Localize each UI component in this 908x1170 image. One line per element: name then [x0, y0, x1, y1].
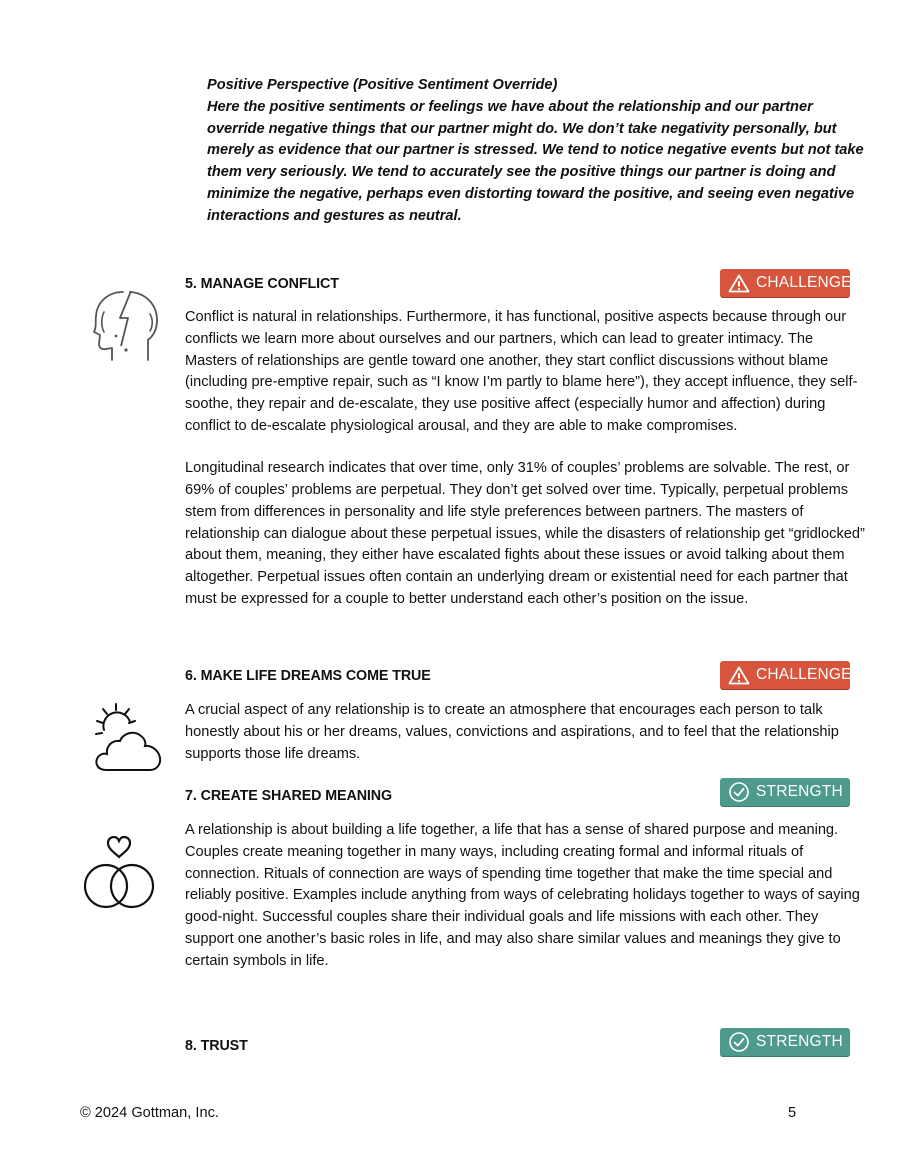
section-heading-shared-meaning: 7. CREATE SHARED MEANING	[185, 788, 393, 804]
meaning-paragraph-1: A relationship is about building a life together, a life that has a sense of shared purpose and meaning. Couples create meaning together in many ways, including creating formal and informal rituals of connection. Rituals of connection are ways of spending time together that make the time special and reliably positive. Examples include anything from ways of celebrating holidays together to ways of saying good-night. Successful couples share their individual goals and life missions with each other. They support one another’s basic roles in life, and may also share similar values and meanings they give to certain symbols in life.	[185, 822, 860, 969]
section-body-life-dreams	[185, 700, 865, 765]
perspective-body: Here the positive sentiments or feelings we have about the relationship and our partner override negative things that our partner might do. We don’t take negativity personally, but merely as evidence that our partner is stressed. We tend to notice negative events but not take them very seriously. We tend to accurately see the positive things our partner is doing and minimize the negative, perhaps even distorting toward the positive, and seeing even negative interactions and gestures as neutral.	[207, 98, 864, 224]
warning-icon	[728, 666, 750, 685]
conflict-paragraph-1: Conflict is natural in relationships. Furthermore, it has functional, positive aspects because through our conflicts we learn more about ourselves and our partners, which can lead to greater intimacy. The Masters of relationships are gentle toward one another, they start conflict discussions without blame (including pre-emptive repair, such as “I know I’m partly to blame here”), they accept influence, they self-soothe, they repair and de-escalate, they use positive affect (especially humor and affection) during conflict to de-escalate physiological arousal, and they are able to make compromises.	[185, 309, 858, 434]
badge-label: STRENGTH	[756, 783, 843, 800]
perspective-block	[207, 75, 867, 228]
section-heading-trust: 8. TRUST	[185, 1038, 248, 1054]
footer-page-number: 5	[788, 1105, 797, 1121]
warning-icon	[728, 274, 750, 293]
footer-copyright: © 2024 Gottman, Inc.	[80, 1105, 219, 1121]
check-circle-icon	[728, 781, 750, 803]
section-heading-life-dreams: 6. MAKE LIFE DREAMS COME TRUE	[185, 668, 431, 684]
head-lightning-icon	[90, 288, 162, 364]
badge-label: CHALLENGE	[756, 274, 852, 291]
badge-label: CHALLENGE	[756, 666, 852, 683]
strength-badge	[720, 778, 850, 806]
dreams-paragraph-1: A crucial aspect of any relationship is to create an atmosphere that encourages each person to talk honestly about his or her dreams, values, convictions and aspirations, and to feel that the relationship supports those life dreams.	[185, 702, 839, 762]
sun-cloud-icon	[92, 702, 164, 774]
badge-label: STRENGTH	[756, 1033, 843, 1050]
section-heading-manage-conflict: 5. MANAGE CONFLICT	[185, 276, 339, 292]
rings-heart-icon	[82, 836, 160, 916]
section-body-manage-conflict	[185, 307, 865, 611]
challenge-badge	[720, 661, 850, 689]
section-body-shared-meaning	[185, 820, 865, 973]
check-circle-icon	[728, 1031, 750, 1053]
conflict-paragraph-2: Longitudinal research indicates that over time, only 31% of couples’ problems are solvable. The rest, or 69% of couples’ problems are perpetual. They don’t get solved over time. Typically, perpetual problems stem from differences in personality and life style preferences between partners. The masters of relationship can dialogue about these perpetual issues, while the disasters of relationship get “gridlocked” about them, meaning, they either have escalated fights about these issues or avoid talking about them altogether. Perpetual issues often contain an underlying dream or existential need for each partner that must be expressed for a couple to better understand each other’s position on the issue.	[185, 460, 865, 607]
perspective-title: Positive Perspective (Positive Sentiment Override)	[207, 77, 558, 93]
strength-badge	[720, 1028, 850, 1056]
challenge-badge	[720, 269, 850, 297]
